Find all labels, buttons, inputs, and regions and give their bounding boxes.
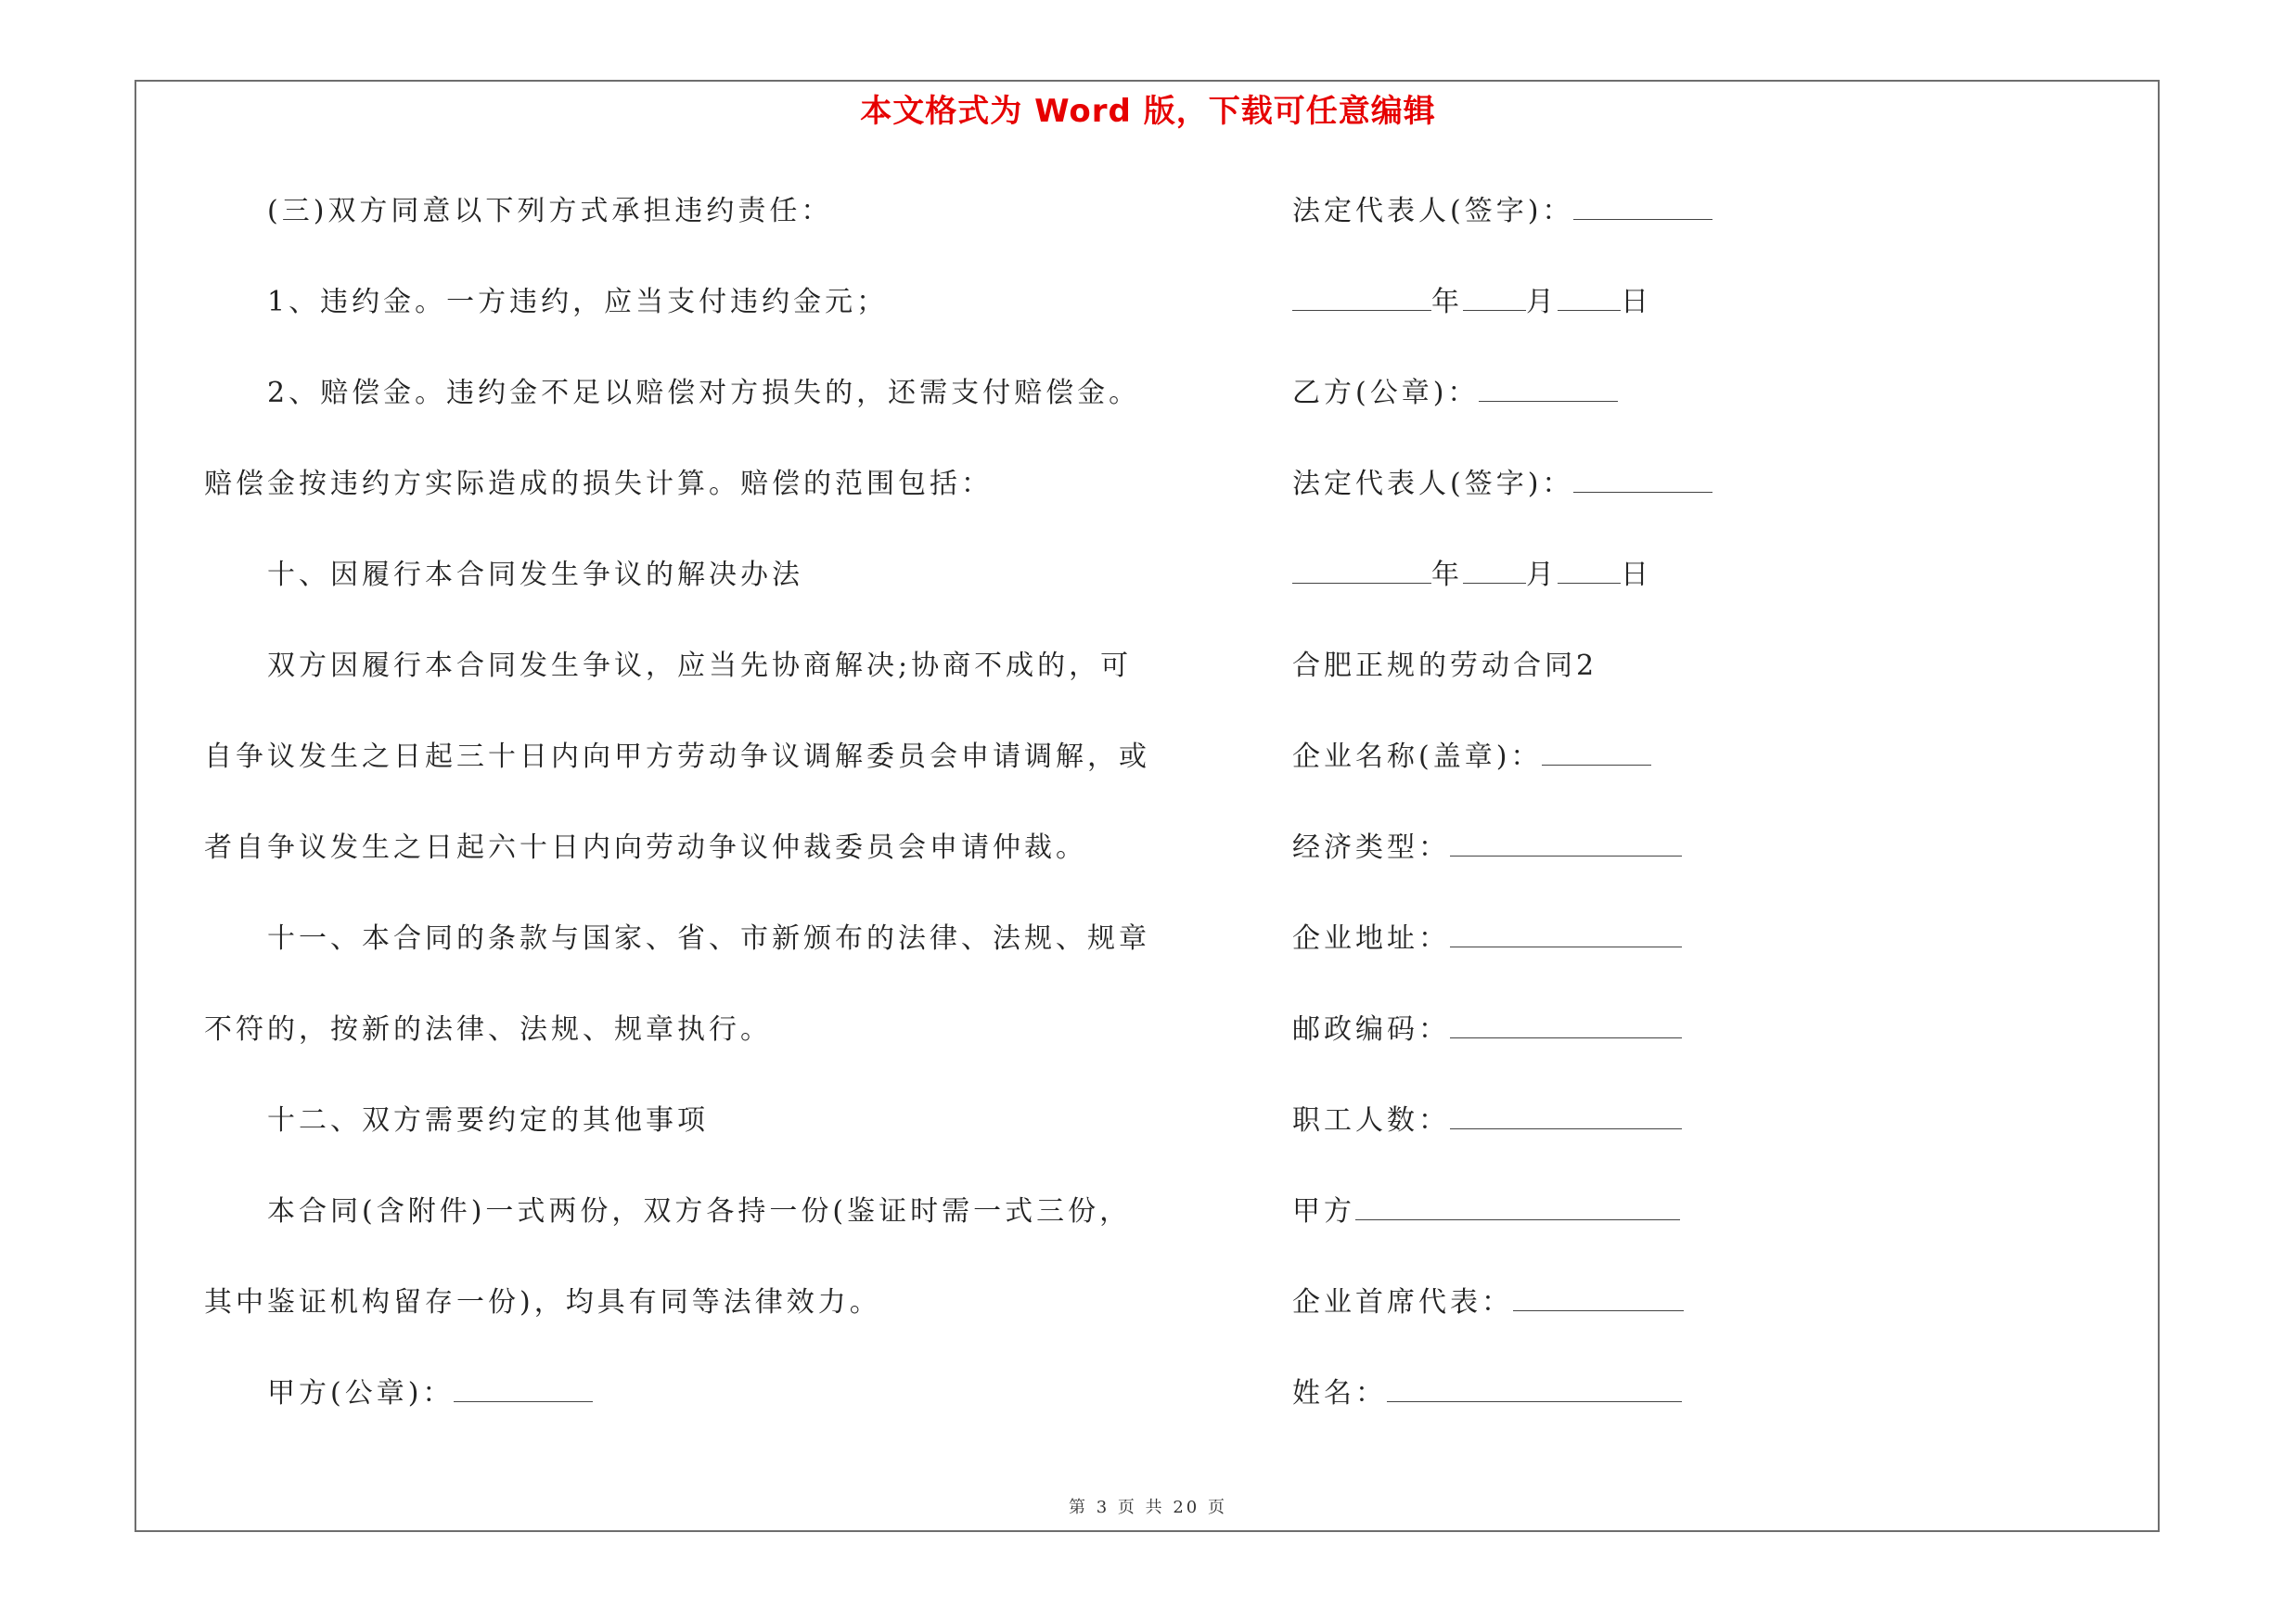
party-b-seal-label: 乙方(公章)：	[1292, 377, 1480, 409]
contract-2-title: 合肥正规的劳动合同2	[1292, 650, 1598, 682]
name-line	[1292, 1366, 2127, 1457]
legal-rep-line-2	[1292, 457, 2127, 547]
page-number-footer: 第 3 页 共 20 页	[1069, 1498, 1227, 1517]
party-a-seal-blank	[454, 1377, 593, 1402]
left-column	[204, 184, 1150, 1457]
economic-type-label: 经济类型：	[1292, 831, 1450, 864]
party-a-line	[1292, 1184, 2127, 1275]
name-label: 姓名：	[1292, 1377, 1387, 1410]
section-ten-heading: 十、因履行本合同发生争议的解决办法	[267, 559, 803, 591]
company-name-line	[1292, 729, 2127, 820]
day-label: 日	[1621, 286, 1652, 318]
chief-rep-line	[1292, 1275, 2127, 1366]
company-address-line	[1292, 911, 2127, 1002]
chief-rep-blank	[1513, 1286, 1684, 1311]
chief-rep-label: 企业首席代表：	[1292, 1286, 1513, 1319]
name-blank	[1387, 1377, 1682, 1402]
party-a-label: 甲方	[1292, 1195, 1355, 1228]
party-a-seal-line	[204, 1366, 1141, 1457]
year-label: 年	[1431, 286, 1463, 318]
word-format-banner: 本文格式为 Word 版，下载可任意编辑	[860, 93, 1436, 130]
economic-type-line	[1292, 820, 2127, 911]
company-name-blank	[1542, 741, 1651, 766]
year-blank	[1292, 286, 1431, 311]
economic-type-blank	[1450, 831, 1682, 857]
legal-rep-blank	[1573, 195, 1712, 220]
copies-paragraph-1: 本合同(含附件)一式两份，双方各持一份(鉴证时需一式三份，	[267, 1195, 1132, 1228]
legal-rep-label: 法定代表人(签字)：	[1292, 468, 1574, 500]
legal-rep-line-1	[1292, 184, 2127, 275]
dispute-paragraph-3: 者自争议发生之日起六十日内向劳动争议仲裁委员会申请仲裁。	[204, 831, 1087, 864]
date-line-2	[1292, 547, 2127, 638]
month-blank	[1463, 559, 1526, 584]
section-twelve-heading: 十二、双方需要约定的其他事项	[267, 1104, 709, 1137]
month-label: 月	[1526, 559, 1558, 591]
month-blank	[1463, 286, 1526, 311]
employee-count-label: 职工人数：	[1292, 1104, 1450, 1137]
right-column	[1292, 184, 2127, 1457]
day-label: 日	[1621, 559, 1652, 591]
party-b-seal-blank	[1479, 377, 1618, 402]
postal-code-blank	[1450, 1013, 1682, 1038]
clause-compensation-cont: 赔偿金按违约方实际造成的损失计算。赔偿的范围包括：	[204, 468, 993, 500]
clause-compensation: 2、赔偿金。违约金不足以赔偿对方损失的，还需支付赔偿金。	[267, 377, 1141, 409]
section-eleven-1: 十一、本合同的条款与国家、省、市新颁布的法律、法规、规章	[267, 922, 1150, 955]
day-blank	[1558, 559, 1621, 584]
year-label: 年	[1431, 559, 1463, 591]
employee-count-line	[1292, 1093, 2127, 1184]
employee-count-blank	[1450, 1104, 1682, 1129]
company-address-label: 企业地址：	[1292, 922, 1450, 955]
party-b-seal-line	[1292, 366, 2127, 457]
section-eleven-2: 不符的，按新的法律、法规、规章执行。	[204, 1013, 772, 1046]
postal-code-line	[1292, 1002, 2127, 1093]
day-blank	[1558, 286, 1621, 311]
party-a-blank	[1355, 1195, 1680, 1220]
dispute-paragraph-1: 双方因履行本合同发生争议，应当先协商解决;协商不成的，可	[267, 650, 1133, 682]
date-line-1	[1292, 275, 2127, 366]
month-label: 月	[1526, 286, 1558, 318]
legal-rep-label: 法定代表人(签字)：	[1292, 195, 1574, 227]
party-a-seal-label: 甲方(公章)：	[267, 1377, 455, 1410]
year-blank	[1292, 559, 1431, 584]
clause-breach-intro: (三)双方同意以下列方式承担违约责任：	[267, 195, 833, 227]
dispute-paragraph-2: 自争议发生之日起三十日内向甲方劳动争议调解委员会申请调解，或	[204, 741, 1150, 773]
copies-paragraph-2: 其中鉴证机构留存一份)，均具有同等法律效力。	[204, 1286, 881, 1319]
postal-code-label: 邮政编码：	[1292, 1013, 1450, 1046]
company-address-blank	[1450, 922, 1682, 947]
legal-rep-blank	[1573, 468, 1712, 493]
company-name-label: 企业名称(盖章)：	[1292, 741, 1543, 773]
clause-penalty: 1、违约金。一方违约，应当支付违约金元；	[267, 286, 889, 318]
